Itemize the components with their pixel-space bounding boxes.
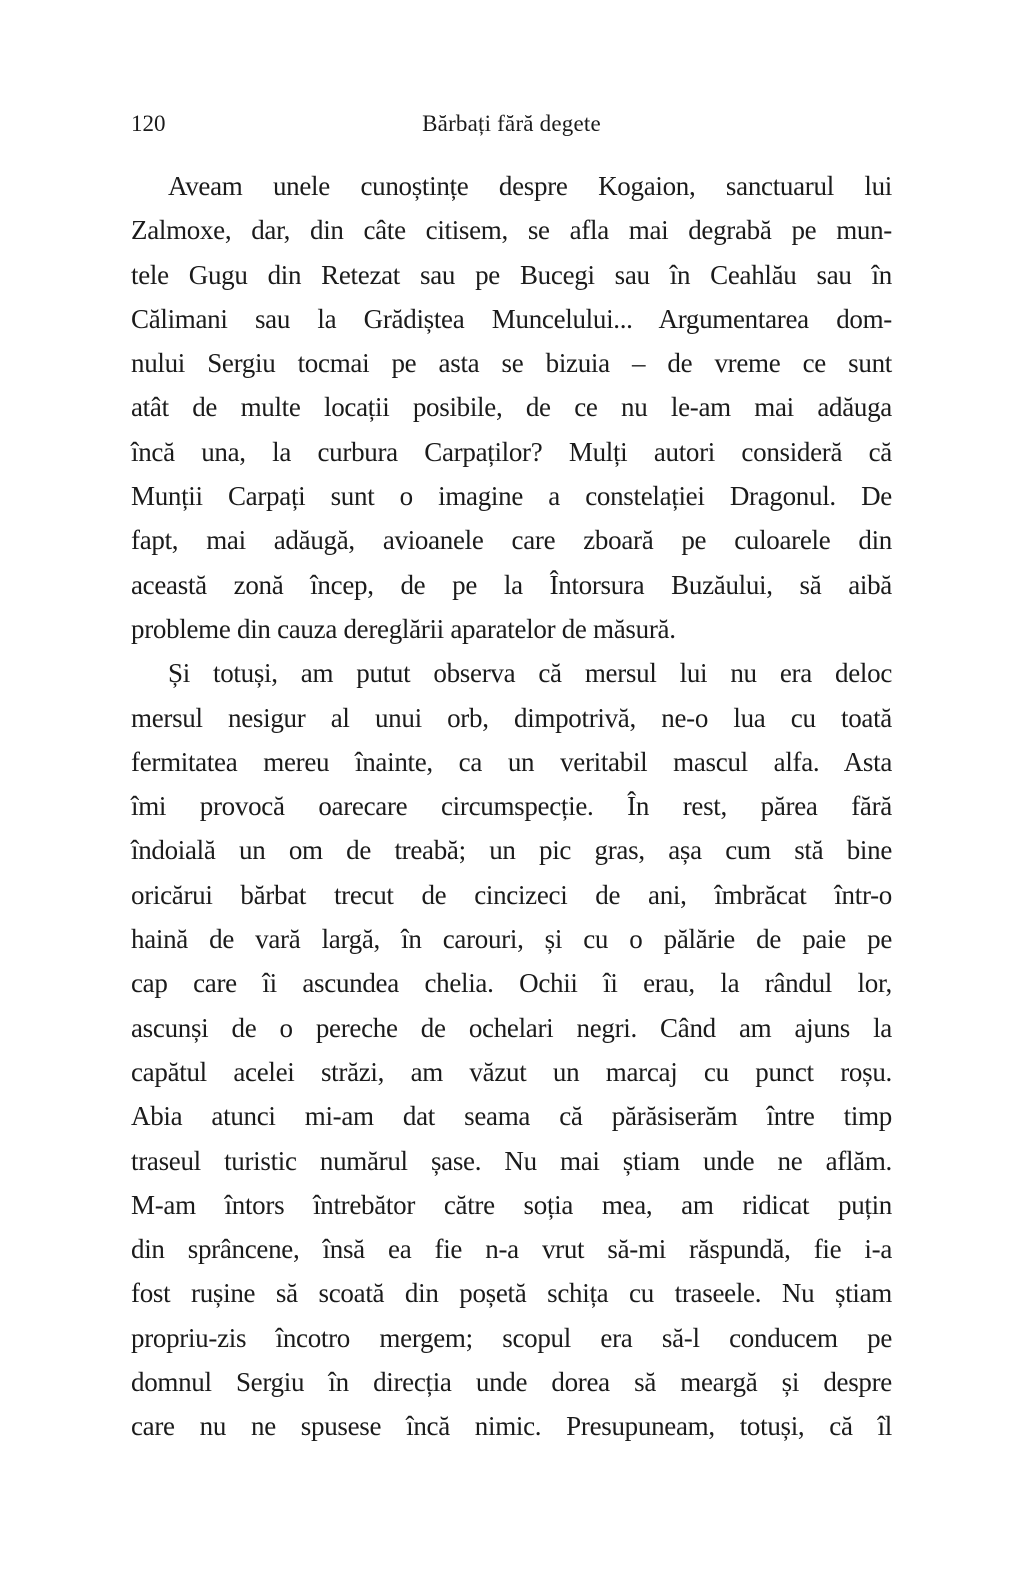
running-title: Bărbați fără degete: [422, 111, 601, 136]
text-line: Abia atunci mi-am dat seama că părăsiserăm între timp: [131, 1101, 892, 1132]
text-line: oricărui bărbat trecut de cincizeci de ani, îmbrăcat într-o: [131, 879, 892, 910]
body-text: [131, 164, 892, 1449]
text-line: traseul turistic numărul șase. Nu mai știam unde ne aflăm.: [131, 1145, 892, 1176]
text-line: nului Sergiu tocmai pe asta se bizuia – de vreme ce sunt: [131, 348, 892, 379]
text-line: mersul nesigur al unui orb, dimpotrivă, ne-o lua cu toată: [131, 702, 892, 733]
paragraph: [131, 651, 892, 1448]
text-line: fapt, mai adăugă, avioanele care zboară pe culoarele din: [131, 525, 892, 556]
text-line: M-am întors întrebător către soția mea, am ridicat puțin: [131, 1189, 892, 1220]
text-line: Aveam unele cunoștințe despre Kogaion, sanctuarul lui: [168, 171, 892, 201]
text-line: Zalmoxe, dar, din câte citisem, se afla mai degrabă pe mun-: [131, 215, 892, 246]
text-line: probleme din cauza dereglării aparatelor de măsură.: [131, 613, 676, 644]
text-line: domnul Sergiu în direcția unde dorea să meargă și despre: [131, 1367, 892, 1398]
text-line: Munții Carpați sunt o imagine a constelației Dragonul. De: [131, 481, 892, 512]
text-line: încă una, la curbura Carpaților? Mulți autori consideră că: [131, 436, 892, 467]
text-line: propriu-zis încotro mergem; scopul era să-l conducem pe: [131, 1322, 892, 1353]
text-line: îndoială un om de treabă; un pic gras, așa cum stă bine: [131, 835, 892, 866]
paragraph: [131, 164, 892, 651]
page-header: [131, 109, 892, 139]
text-line: Călimani sau la Grădiștea Muncelului... Argumentarea dom-: [131, 303, 892, 334]
text-line: ascunși de o pereche de ochelari negri. Când am ajuns la: [131, 1012, 892, 1043]
text-line: haină de vară largă, în carouri, și cu o pălărie de paie pe: [131, 924, 892, 955]
text-line: această zonă încep, de pe la Întorsura Buzăului, să aibă: [131, 569, 892, 600]
text-line: din sprâncene, însă ea fie n-a vrut să-mi răspundă, fie i-a: [131, 1234, 892, 1265]
text-line: atât de multe locații posibile, de ce nu le-am mai adăuga: [131, 392, 892, 423]
text-line: cap care îi ascundea chelia. Ochii îi erau, la rândul lor,: [131, 968, 892, 999]
text-line: care nu ne spusese încă nimic. Presupuneam, totuși, că îl: [131, 1411, 892, 1442]
page-number: 120: [131, 111, 166, 136]
text-line: tele Gugu din Retezat sau pe Bucegi sau în Ceahlău sau în: [131, 259, 892, 290]
text-line: fermitatea mereu înainte, ca un veritabil mascul alfa. Asta: [131, 746, 892, 777]
text-line: îmi provocă oarecare circumspecție. În rest, părea fără: [131, 791, 892, 822]
text-line: fost rușine să scoată din poșetă schița cu traseele. Nu știam: [131, 1278, 892, 1309]
text-line: Și totuși, am putut observa că mersul lui nu era deloc: [168, 658, 892, 689]
text-line: capătul acelei străzi, am văzut un marcaj cu punct roșu.: [131, 1056, 892, 1087]
